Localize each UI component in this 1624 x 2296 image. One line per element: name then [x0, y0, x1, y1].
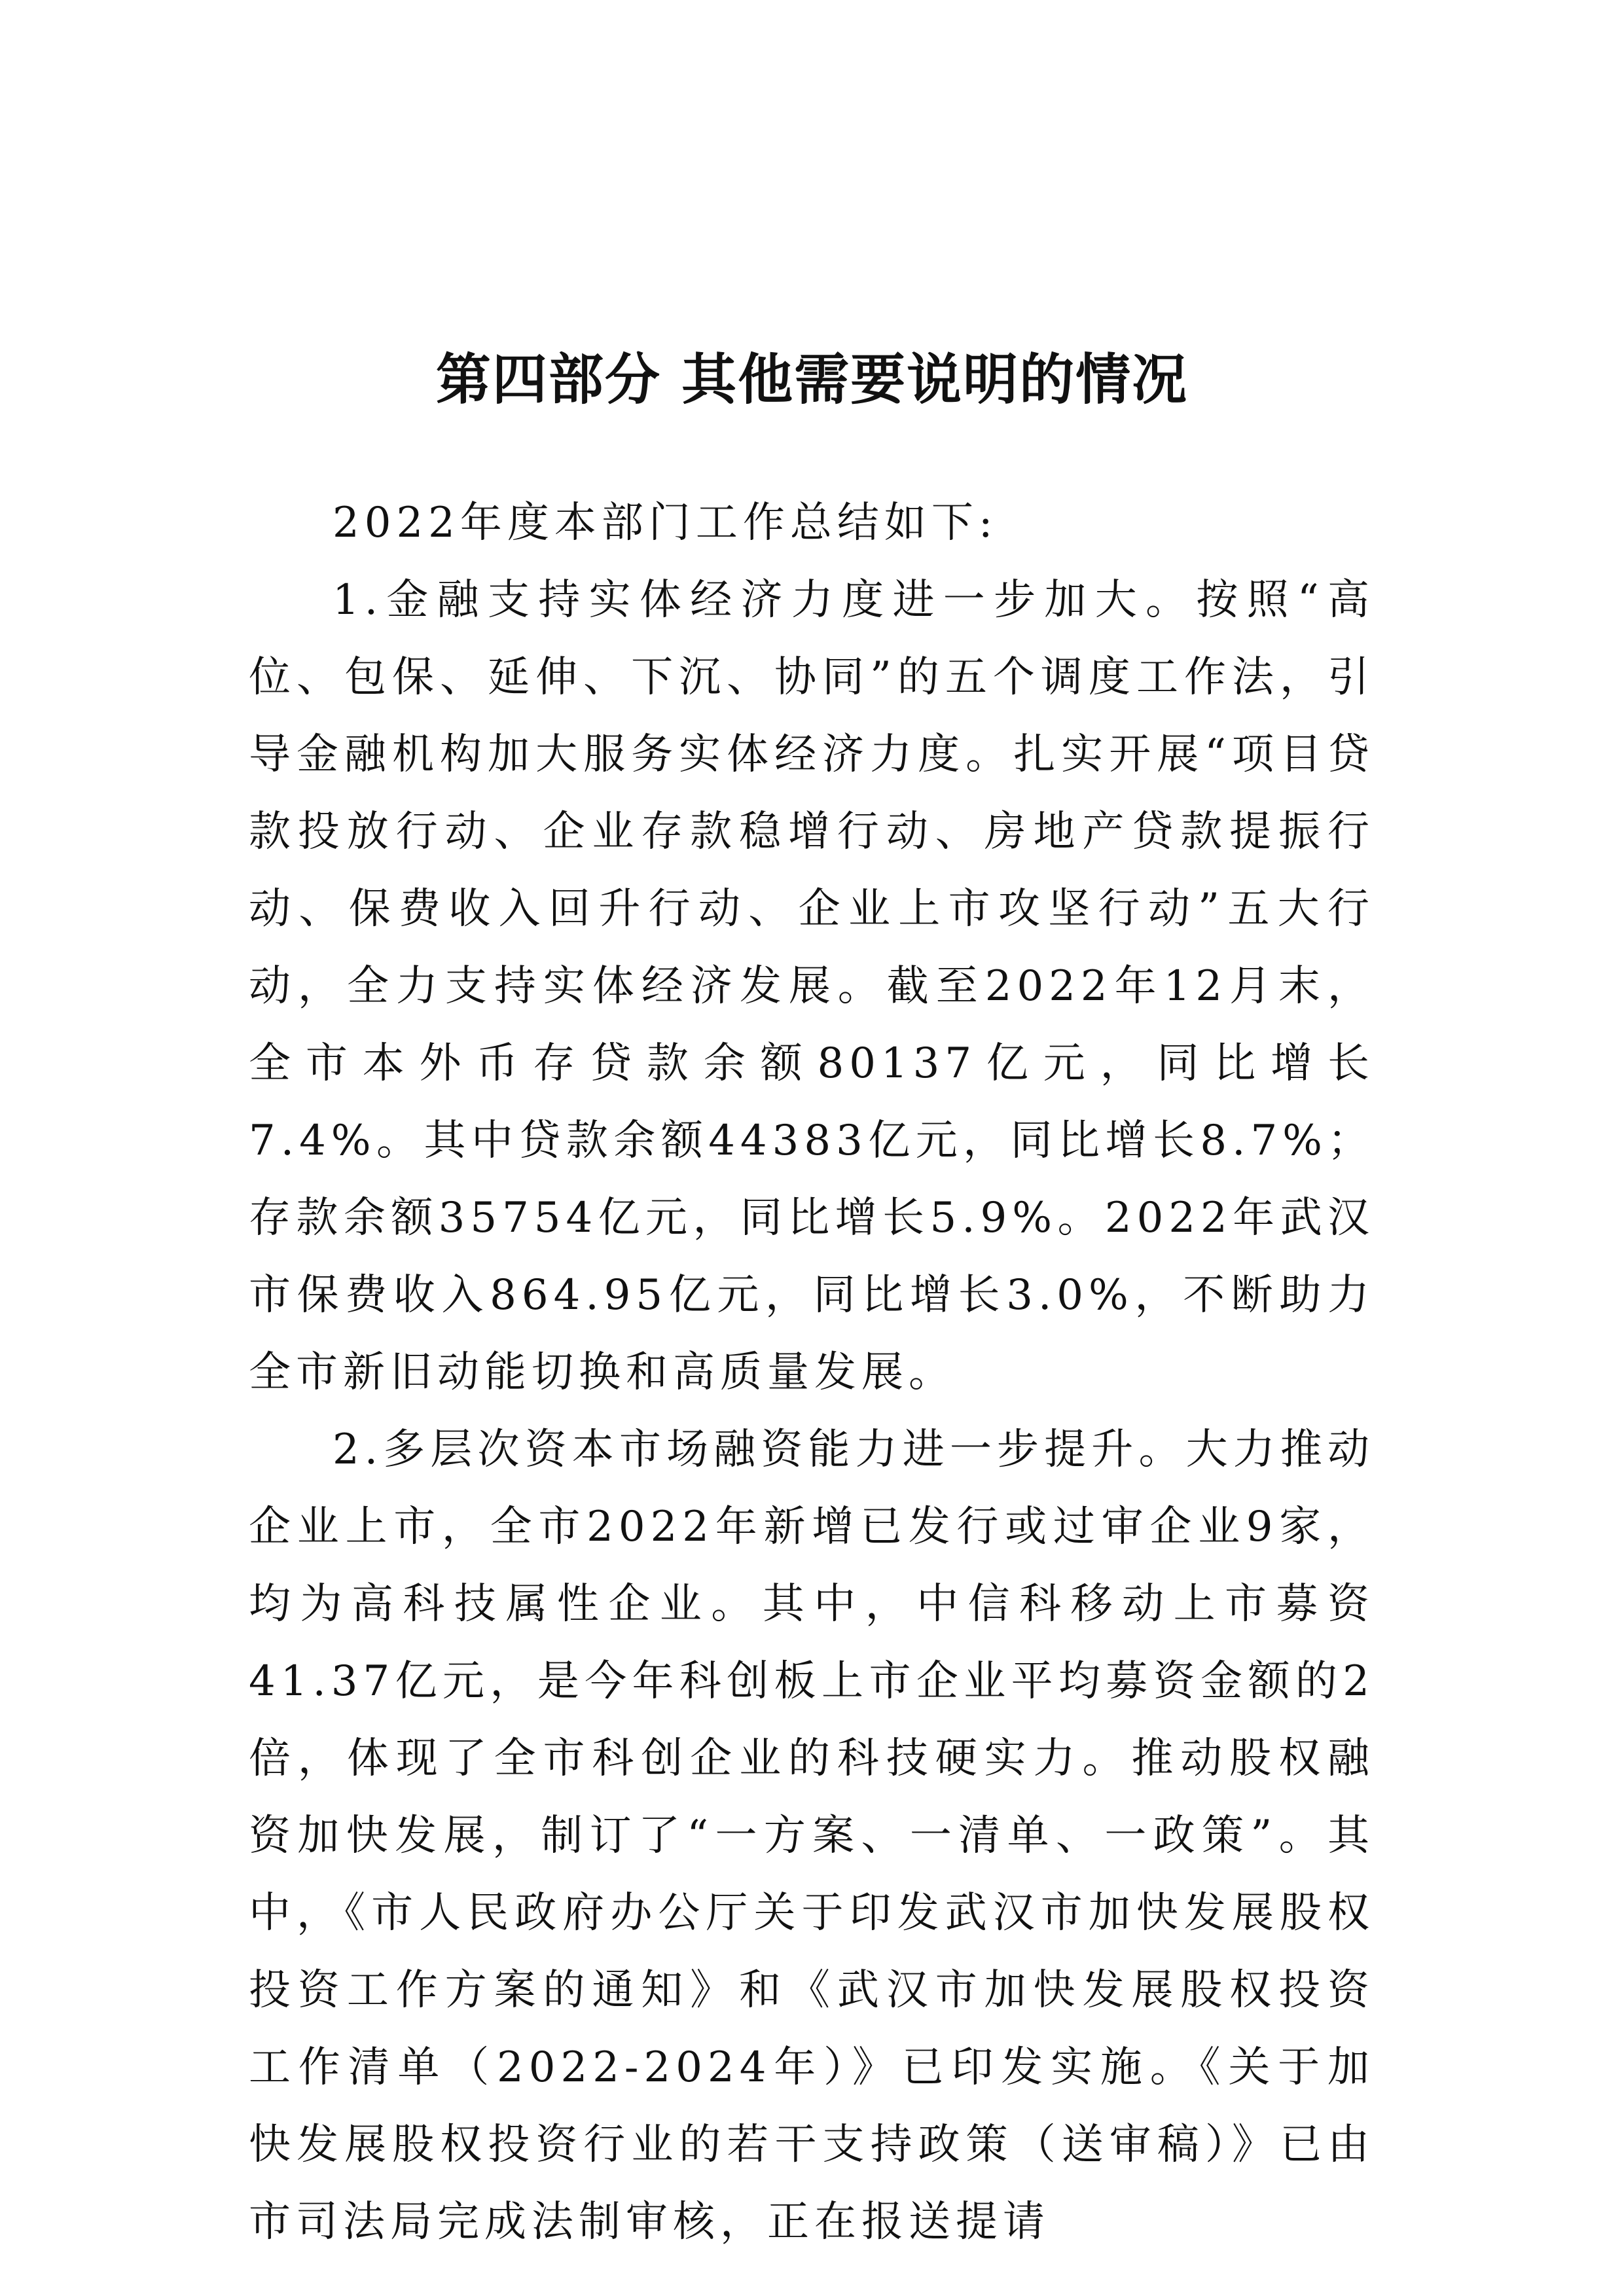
- paragraph-summary-intro: 2022年度本部门工作总结如下:: [333, 499, 998, 547]
- paragraph-capital-market: 2.多层次资本市场融资能力进一步提升。大力推动企业上市，全市2022年新增已发行或过审企业9家，均为高科技属性企业。其中，中信科移动上市募资41.37亿元，是今年科创板上市企业平均募资金额的2倍，体现了全市科创企业的科技硬实力。推动股权融资加快发展，制订了“一方案、一清单、一政策”。其中，《市人民政府办公厅关于印发武汉市加快发展股权投资工作方案的通知》和《武汉市加快发展股权投资工作清单（2022-2024年）》已印发实施。《关于加快发展股权投资行业的若干支持政策（送审稿）》已由市司法局完成法制审核，正在报送提请: [249, 1426, 1375, 2246]
- page-title: 第四部分 其他需要说明的情况: [435, 347, 1189, 412]
- paragraph-finance-support: 1.金融支持实体经济力度进一步加大。按照“高位、包保、延伸、下沉、协同”的五个调度工作法，引导金融机构加大服务实体经济力度。扎实开展“项目贷款投放行动、企业存款稳增行动、房地产贷款提振行动、保费收入回升行动、企业上市攻坚行动”五大行动，全力支持实体经济发展。截至2022年12月末，全市本外币存贷款余额80137亿元，同比增长7.4%。其中贷款余额44383亿元，同比增长8.7%；存款余额35754亿元，同比增长5.9%。2022年武汉市保费收入864.95亿元，同比增长3.0%，不断助力全市新旧动能切换和高质量发展。: [249, 576, 1375, 1397]
- document-body: [249, 484, 1375, 2261]
